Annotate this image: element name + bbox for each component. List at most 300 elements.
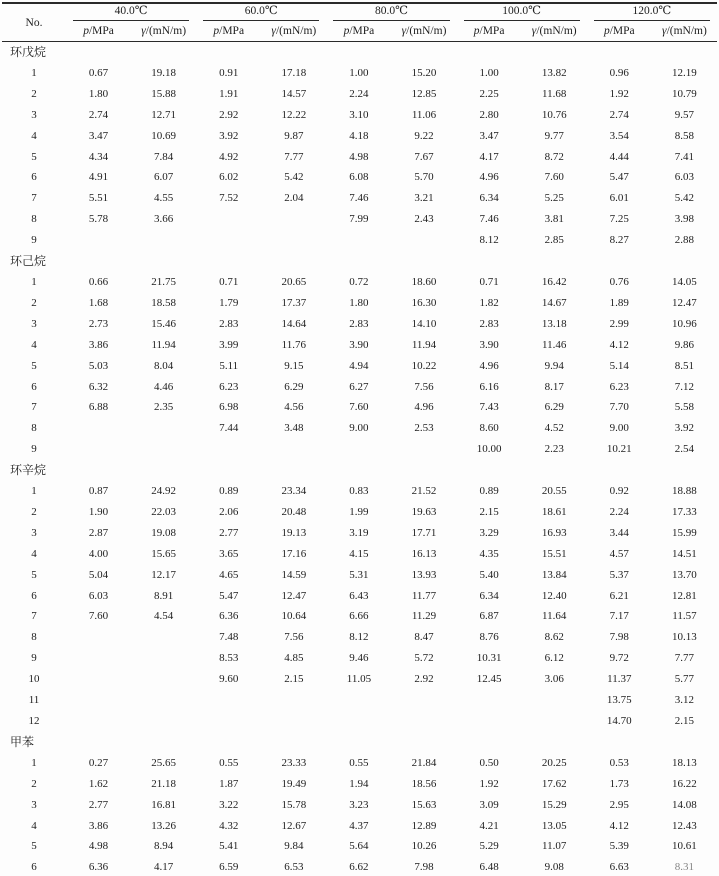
data-cell: 8.94 [154, 840, 174, 853]
row-number: 1 [31, 275, 37, 288]
row-number: 12 [28, 715, 40, 727]
p-unit: /MPa [349, 25, 375, 37]
row-number: 6 [31, 861, 37, 874]
data-cell: 17.62 [541, 777, 567, 790]
data-cell: 4.52 [544, 422, 564, 435]
gamma-symbol: γ [662, 25, 667, 37]
row-number: 5 [31, 150, 37, 163]
data-cell: 3.90 [349, 338, 369, 351]
table-row [2, 544, 717, 565]
data-cell: 0.87 [88, 485, 109, 498]
data-cell: 6.08 [349, 171, 369, 184]
data-cell: 12.67 [281, 819, 307, 832]
data-cell: 0.89 [479, 485, 499, 498]
row-number: 11 [28, 694, 40, 707]
data-cell [66, 418, 131, 439]
data-cell: 14.08 [672, 798, 697, 811]
data-cell: 11.37 [607, 673, 632, 686]
p-symbol: p [473, 25, 480, 37]
data-cell: 6.98 [219, 401, 239, 414]
data-cell: 8.60 [479, 422, 499, 435]
data-cell: 2.83 [349, 317, 369, 330]
row-number: 2 [31, 87, 37, 100]
data-cell: 1.00 [349, 66, 369, 79]
data-cell: 19.08 [151, 526, 177, 539]
table-row [2, 314, 717, 335]
data-cell: 6.66 [349, 610, 369, 623]
data-cell: 18.60 [411, 275, 437, 288]
data-cell: 5.42 [284, 171, 304, 184]
table-row [2, 209, 717, 230]
data-cell: 5.77 [674, 673, 695, 686]
table-row [2, 293, 717, 314]
data-cell: 18.56 [411, 777, 437, 790]
data-cell: 22.03 [151, 505, 177, 518]
data-cell: 6.03 [88, 589, 109, 602]
data-cell: 6.23 [219, 380, 239, 393]
data-cell: 10.00 [476, 443, 502, 456]
data-cell: 11.07 [542, 840, 567, 853]
data-cell: 12.47 [281, 589, 307, 602]
data-cell: 14.05 [672, 275, 697, 288]
row-number: 4 [31, 129, 37, 142]
data-cell [66, 711, 131, 732]
data-cell: 0.55 [219, 756, 239, 769]
data-cell: 9.22 [414, 129, 434, 142]
pressure-column-header [326, 21, 391, 42]
data-cell: 3.65 [219, 547, 239, 560]
data-cell: 18.58 [151, 296, 177, 309]
table-row [2, 167, 717, 188]
table-row [2, 795, 717, 816]
data-cell: 8.04 [154, 359, 174, 372]
section-label-row [2, 732, 717, 753]
data-cell: 1.73 [609, 777, 629, 790]
data-cell: 16.13 [411, 547, 437, 560]
data-cell: 5.03 [88, 359, 109, 372]
data-cell: 4.18 [349, 129, 369, 142]
pressure-column-header [587, 21, 652, 42]
row-number: 5 [31, 840, 37, 853]
data-cell: 7.77 [674, 652, 695, 665]
surface-tension-column-header [652, 21, 717, 42]
data-cell: 4.65 [219, 568, 239, 581]
data-cell: 0.67 [88, 66, 109, 79]
data-cell: 2.73 [88, 317, 109, 330]
data-cell: 6.53 [284, 861, 304, 874]
data-cell: 10.64 [281, 610, 307, 623]
pressure-column-header [457, 21, 522, 42]
row-number: 3 [31, 317, 37, 330]
data-cell: 7.60 [349, 401, 369, 414]
data-cell: 14.57 [281, 87, 307, 100]
p-symbol: p [603, 25, 610, 37]
data-cell: 7.46 [349, 192, 369, 205]
table-row [2, 606, 717, 627]
data-cell: 9.15 [284, 359, 304, 372]
data-cell: 0.83 [349, 485, 369, 498]
row-number: 10 [28, 673, 40, 686]
gamma-unit: /(mN/m) [666, 25, 707, 37]
data-cell: 12.22 [281, 108, 307, 121]
data-cell: 2.24 [609, 505, 629, 518]
data-cell: 7.60 [544, 171, 564, 184]
data-cell: 24.92 [151, 485, 177, 498]
data-cell: 2.80 [479, 108, 499, 121]
data-cell: 12.45 [476, 673, 502, 686]
section-label-row [2, 251, 717, 272]
row-number: 4 [31, 819, 37, 832]
data-cell: 7.12 [674, 380, 695, 393]
data-cell: 2.35 [154, 401, 174, 414]
data-cell: 4.46 [154, 380, 174, 393]
data-cell: 8.58 [674, 129, 695, 142]
row-number: 7 [31, 610, 37, 623]
data-cell: 1.99 [349, 505, 369, 518]
row-number: 1 [31, 756, 37, 769]
table-row [2, 439, 717, 460]
data-cell: 9.60 [219, 673, 239, 686]
data-cell: 10.96 [672, 317, 697, 330]
table-row [2, 188, 717, 209]
surface-tension-column-header [261, 21, 326, 42]
table-row [2, 126, 717, 147]
data-cell [131, 439, 196, 460]
p-unit: /MPa [609, 25, 635, 37]
data-cell: 2.92 [219, 108, 239, 121]
data-cell [261, 209, 326, 230]
data-cell: 17.37 [281, 296, 307, 309]
section-label: 环戊烷 [10, 45, 47, 59]
scanned-table-page [0, 2, 719, 876]
row-number: 9 [31, 443, 37, 456]
data-cell [131, 648, 196, 669]
data-cell [66, 439, 131, 460]
data-cell: 1.92 [609, 87, 629, 100]
data-cell: 8.12 [349, 631, 369, 644]
data-cell: 2.83 [219, 317, 239, 330]
data-cell: 1.82 [479, 296, 499, 309]
data-cell [261, 439, 326, 460]
data-cell: 4.98 [349, 150, 369, 163]
data-cell: 13.93 [411, 568, 437, 581]
data-cell: 2.23 [544, 443, 564, 456]
row-number: 6 [31, 589, 37, 602]
no-column-header: No. [2, 3, 66, 42]
data-cell [131, 627, 196, 648]
data-cell: 4.56 [284, 401, 304, 414]
data-cell: 14.10 [411, 317, 437, 330]
data-cell: 19.18 [151, 66, 177, 79]
data-cell [196, 711, 261, 732]
data-cell: 9.46 [349, 652, 369, 665]
pressure-column-header [66, 21, 131, 42]
data-cell: 1.79 [219, 296, 239, 309]
data-cell: 12.43 [672, 819, 697, 832]
row-number: 8 [31, 213, 37, 226]
data-cell: 6.27 [349, 380, 369, 393]
data-cell: 15.65 [151, 547, 177, 560]
data-cell: 3.09 [479, 798, 499, 811]
table-row [2, 523, 717, 544]
data-cell: 2.25 [479, 87, 499, 100]
data-cell: 0.91 [219, 66, 239, 79]
temp-header-60-label: 60.0℃ [203, 4, 319, 21]
data-cell: 20.55 [541, 485, 567, 498]
data-cell: 2.06 [219, 505, 239, 518]
data-cell: 3.54 [609, 129, 629, 142]
row-number: 1 [31, 66, 37, 79]
data-cell: 10.79 [672, 87, 697, 100]
data-cell: 1.80 [88, 87, 109, 100]
data-cell: 6.88 [88, 401, 109, 414]
data-cell: 7.84 [154, 150, 174, 163]
data-cell: 4.12 [609, 338, 629, 351]
data-cell: 9.94 [544, 359, 564, 372]
table-row [2, 836, 717, 857]
data-cell: 3.47 [479, 129, 499, 142]
section-label: 环己烷 [10, 254, 47, 269]
p-unit: /MPa [479, 25, 505, 37]
table-row [2, 711, 717, 732]
data-cell: 3.90 [479, 338, 499, 351]
temp-header-120 [587, 3, 717, 21]
data-cell: 5.25 [544, 192, 564, 205]
data-cell: 5.64 [349, 840, 369, 853]
data-cell: 5.47 [609, 171, 629, 184]
table-row [2, 690, 717, 711]
data-cell: 11.29 [411, 610, 437, 623]
pressure-column-header [196, 21, 261, 42]
data-cell [261, 230, 326, 251]
data-cell: 1.92 [479, 777, 499, 790]
row-number: 3 [31, 798, 37, 811]
data-cell: 11.68 [542, 87, 567, 100]
gamma-unit: /(mN/m) [536, 25, 577, 37]
data-cell: 4.85 [284, 652, 304, 665]
table-row [2, 586, 717, 607]
p-unit: /MPa [219, 25, 245, 37]
data-cell: 6.48 [479, 861, 499, 874]
data-cell: 3.21 [414, 192, 434, 205]
data-cell: 9.77 [544, 129, 564, 142]
temp-header-80-label: 80.0℃ [333, 4, 449, 21]
data-cell: 6.07 [154, 171, 174, 184]
data-cell: 10.22 [411, 359, 437, 372]
data-cell: 0.71 [479, 275, 499, 288]
data-cell: 11.46 [542, 338, 567, 351]
data-cell: 0.72 [349, 275, 369, 288]
row-number: 4 [31, 338, 37, 351]
data-cell: 8.72 [544, 150, 564, 163]
data-cell: 3.98 [674, 213, 695, 226]
data-cell: 21.84 [411, 756, 437, 769]
data-cell: 0.66 [88, 275, 109, 288]
data-cell: 2.87 [88, 526, 109, 539]
data-cell: 0.55 [349, 756, 369, 769]
row-number: 2 [31, 505, 37, 518]
data-cell: 19.63 [411, 505, 437, 518]
data-cell: 14.70 [606, 715, 632, 727]
data-cell: 3.44 [609, 526, 629, 539]
row-number: 9 [31, 652, 37, 665]
data-cell: 7.67 [414, 150, 434, 163]
data-cell: 6.32 [88, 380, 109, 393]
data-cell: 9.00 [609, 422, 629, 435]
data-cell: 18.13 [672, 756, 697, 769]
table-row [2, 63, 717, 84]
gamma-unit: /(mN/m) [406, 25, 447, 37]
p-unit: /MPa [88, 25, 114, 37]
table-row [2, 816, 717, 837]
data-cell: 1.90 [88, 505, 109, 518]
data-cell: 4.17 [479, 150, 499, 163]
data-cell: 15.78 [281, 798, 307, 811]
data-cell [196, 230, 261, 251]
data-cell [522, 690, 587, 711]
table-row [2, 481, 717, 502]
row-number: 3 [31, 108, 37, 121]
data-cell: 4.17 [154, 861, 174, 874]
table-row [2, 356, 717, 377]
data-cell: 3.81 [544, 213, 564, 226]
data-cell: 4.57 [609, 547, 629, 560]
data-cell: 5.72 [414, 652, 434, 665]
data-cell: 7.48 [219, 631, 239, 644]
data-cell: 4.12 [609, 819, 629, 832]
data-cell: 1.91 [219, 87, 239, 100]
data-cell [66, 627, 131, 648]
p-symbol: p [213, 25, 220, 37]
data-cell [196, 690, 261, 711]
row-number: 2 [31, 296, 37, 309]
data-cell: 5.39 [609, 840, 629, 853]
data-cell: 3.47 [88, 129, 109, 142]
data-cell: 13.18 [541, 317, 567, 330]
data-cell: 21.52 [411, 485, 437, 498]
data-cell [261, 690, 326, 711]
data-cell: 7.41 [674, 150, 695, 163]
data-cell: 17.16 [281, 547, 307, 560]
data-cell: 2.15 [479, 505, 499, 518]
data-cell: 21.75 [151, 275, 177, 288]
data-cell [391, 711, 456, 732]
data-cell [66, 669, 131, 690]
data-cell: 1.94 [349, 777, 369, 790]
temp-header-40-label: 40.0℃ [73, 4, 189, 21]
data-cell: 0.50 [479, 756, 499, 769]
data-cell: 4.96 [479, 359, 499, 372]
data-cell: 2.77 [88, 798, 109, 811]
data-cell: 14.59 [281, 568, 307, 581]
data-cell: 12.81 [672, 589, 697, 602]
data-cell: 3.92 [674, 422, 695, 435]
data-cell: 0.89 [219, 485, 239, 498]
data-cell: 10.61 [672, 840, 697, 853]
data-cell: 7.44 [219, 422, 239, 435]
data-cell: 3.66 [154, 213, 174, 226]
data-cell: 16.30 [411, 296, 437, 309]
data-cell: 16.93 [541, 526, 567, 539]
data-cell: 23.34 [281, 485, 307, 498]
gamma-symbol: γ [141, 25, 146, 37]
data-cell [196, 439, 261, 460]
data-cell: 16.22 [672, 777, 697, 790]
gamma-symbol: γ [401, 25, 407, 37]
data-cell: 9.87 [284, 129, 304, 142]
data-cell: 6.36 [219, 610, 239, 623]
data-cell: 15.63 [411, 798, 437, 811]
measurement-table [2, 2, 717, 876]
data-cell: 3.48 [284, 422, 304, 435]
data-cell: 3.86 [88, 338, 109, 351]
data-cell: 7.98 [414, 861, 434, 874]
row-number: 1 [31, 485, 37, 498]
data-cell: 3.06 [544, 673, 564, 686]
data-cell: 6.87 [479, 610, 499, 623]
data-cell: 6.21 [609, 589, 629, 602]
data-cell: 3.29 [479, 526, 499, 539]
data-cell [196, 209, 261, 230]
temp-header-100 [457, 3, 587, 21]
section-label: 环辛烷 [10, 463, 47, 478]
table-row [2, 147, 717, 168]
data-cell: 0.27 [88, 756, 109, 769]
data-cell: 1.62 [88, 777, 109, 790]
data-cell [66, 230, 131, 251]
table-row [2, 105, 717, 126]
quantity-header-row [2, 21, 717, 42]
data-cell: 18.61 [541, 505, 567, 518]
data-cell: 8.51 [674, 359, 695, 372]
data-cell: 13.82 [541, 66, 567, 79]
data-cell [131, 418, 196, 439]
data-cell: 17.18 [281, 66, 307, 79]
data-cell: 13.05 [541, 819, 567, 832]
data-cell: 2.74 [88, 108, 109, 121]
section-label-row [2, 460, 717, 481]
data-cell: 12.71 [151, 108, 177, 121]
row-number: 6 [31, 171, 37, 184]
data-cell: 2.43 [414, 213, 434, 226]
data-cell: 2.99 [609, 317, 629, 330]
data-cell: 4.91 [88, 171, 109, 184]
table-header [2, 3, 717, 42]
data-cell: 3.12 [674, 694, 695, 707]
data-cell: 6.34 [479, 589, 499, 602]
data-cell: 4.98 [88, 840, 109, 853]
data-cell: 2.24 [349, 87, 369, 100]
data-cell: 4.37 [349, 819, 369, 832]
section-label: 甲苯 [10, 734, 35, 749]
data-cell: 2.83 [479, 317, 499, 330]
data-cell: 6.62 [349, 861, 369, 874]
data-cell: 1.89 [609, 296, 629, 309]
data-cell: 6.34 [479, 192, 499, 205]
data-cell: 8.27 [609, 234, 629, 247]
table-body [2, 42, 717, 876]
data-cell: 4.35 [479, 547, 499, 560]
data-cell: 7.56 [414, 380, 434, 393]
data-cell: 10.13 [672, 631, 697, 644]
data-cell: 12.17 [151, 568, 177, 581]
data-cell: 7.25 [609, 213, 629, 226]
data-cell: 20.48 [281, 505, 307, 518]
data-cell: 4.44 [609, 150, 629, 163]
p-symbol: p [83, 25, 89, 37]
data-cell: 14.67 [541, 296, 567, 309]
data-cell: 4.54 [154, 610, 174, 623]
